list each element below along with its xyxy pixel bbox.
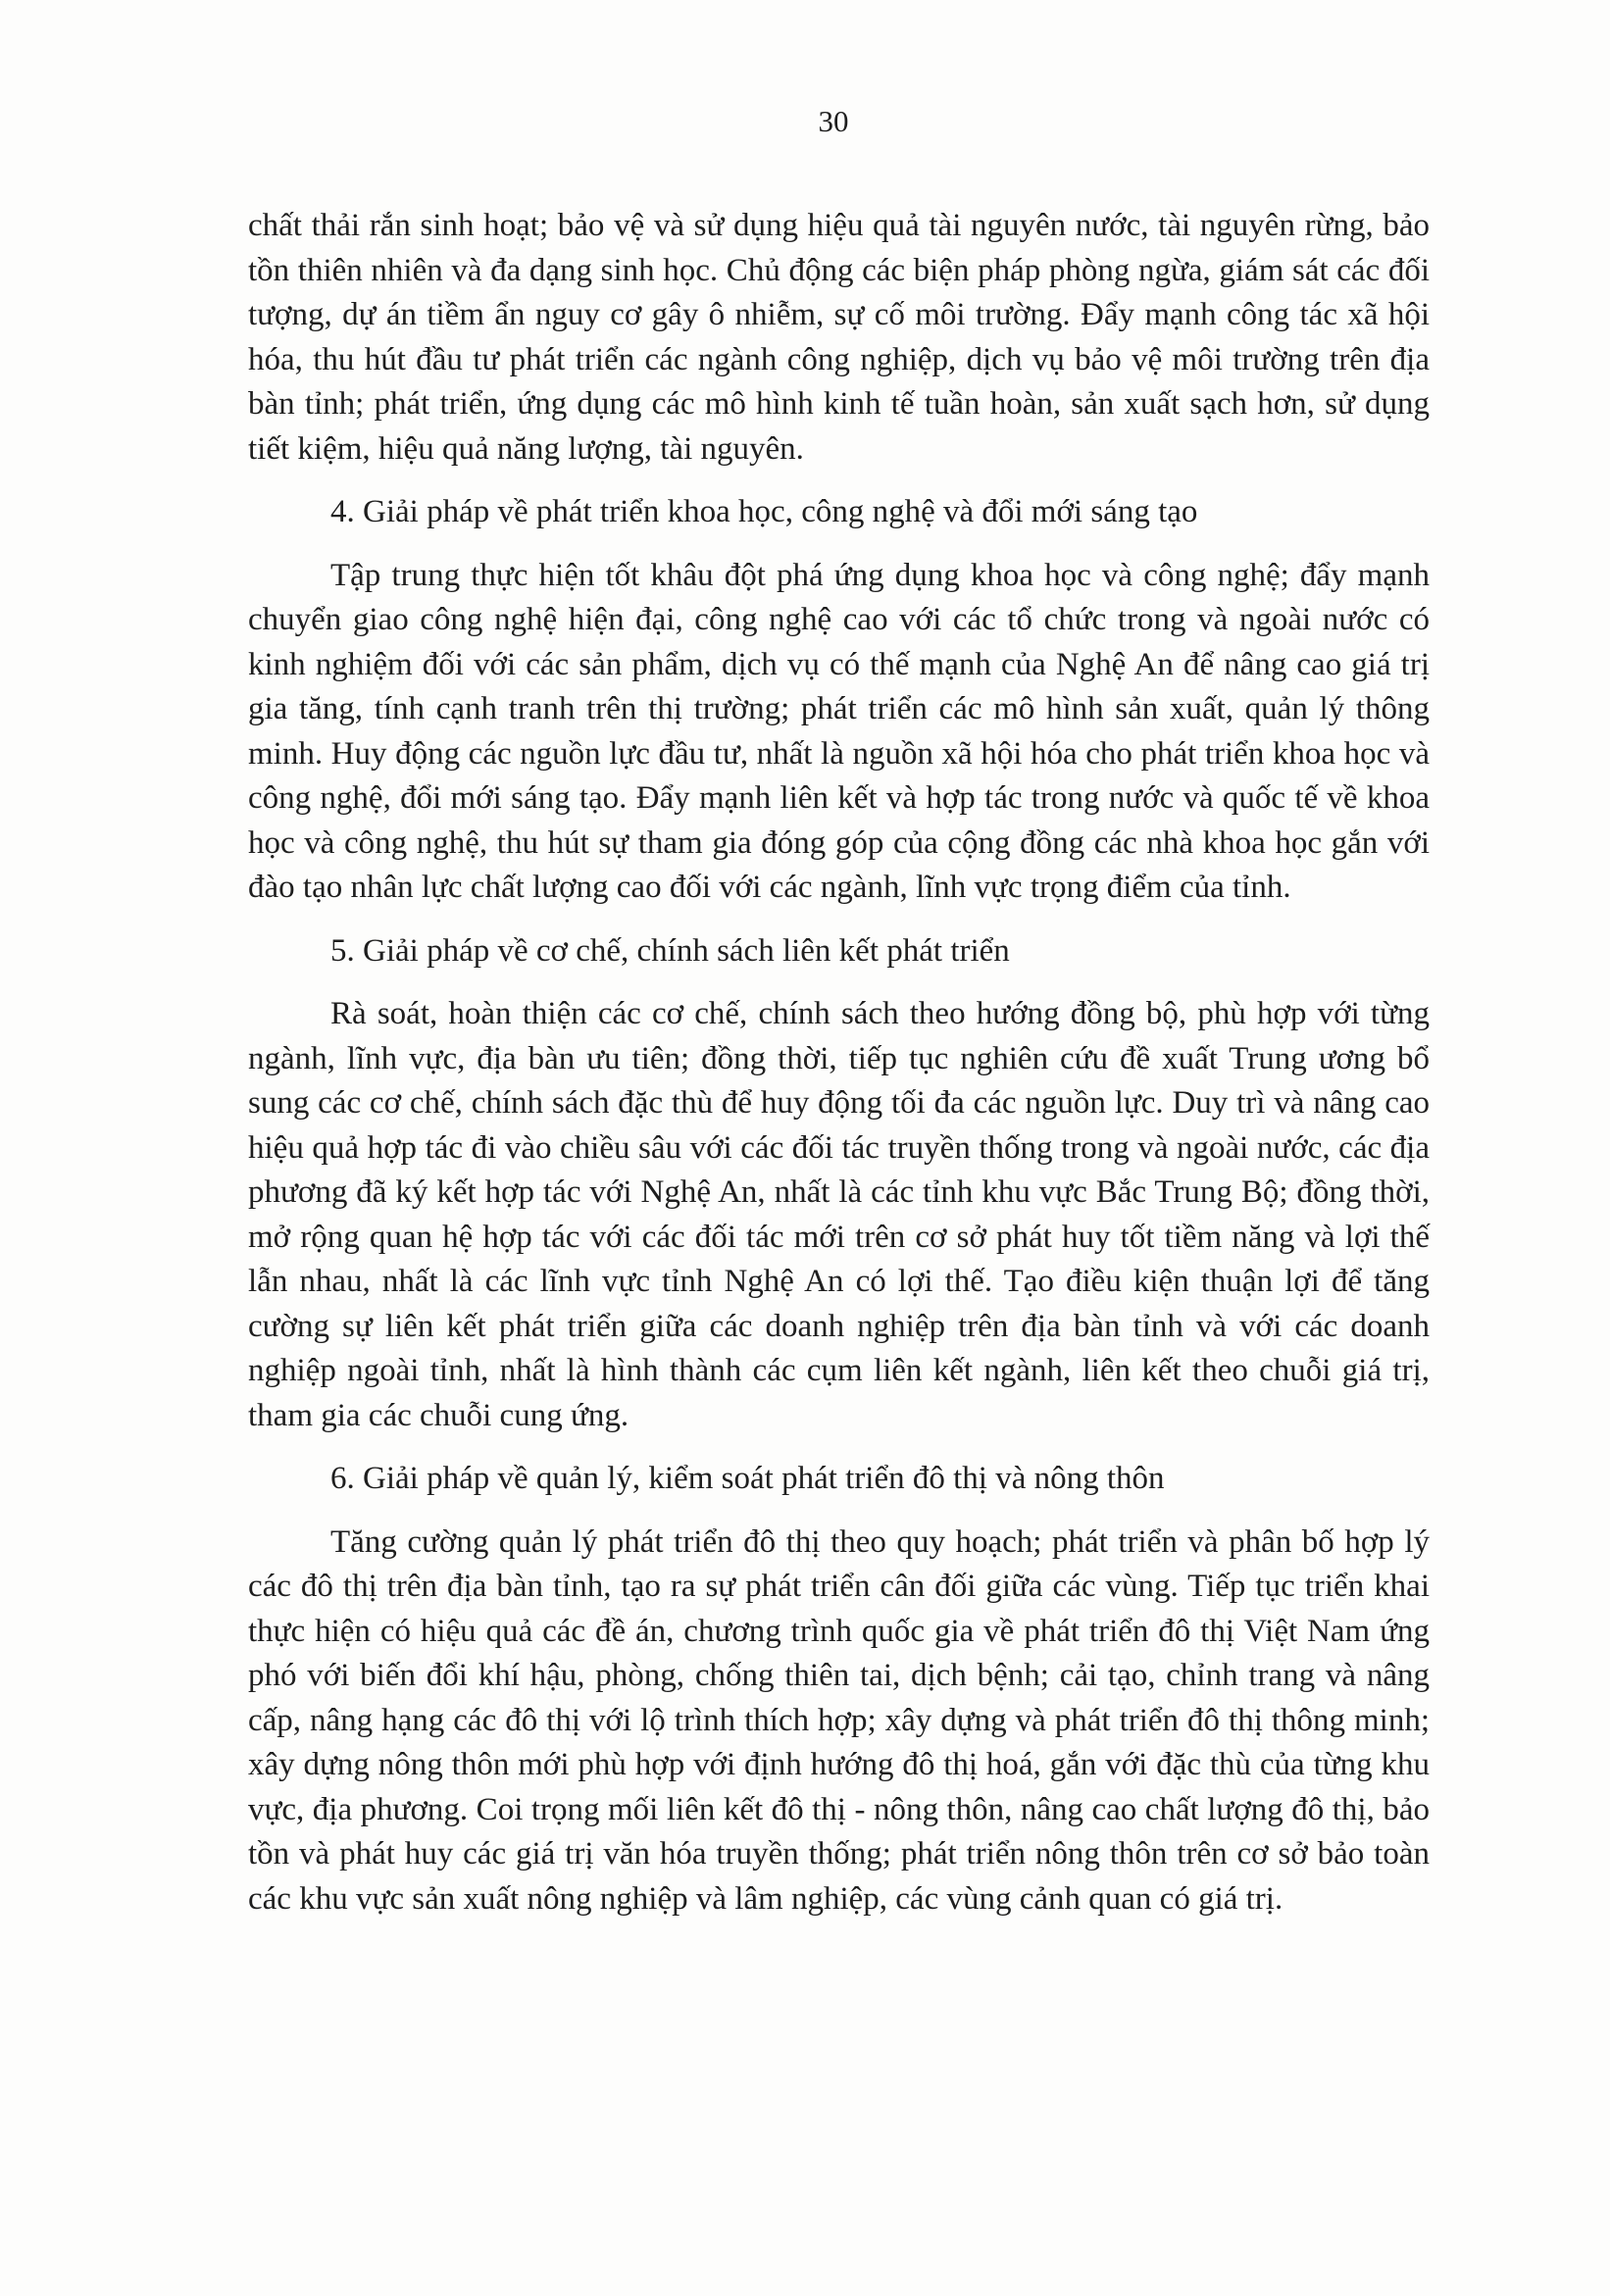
- paragraph-section-5: Rà soát, hoàn thiện các cơ chế, chính sách theo hướng đồng bộ, phù hợp với từng ngành, lĩnh vực, địa bàn ưu tiên; đồng thời, tiếp tục nghiên cứu đề xuất Trung ương bổ sung các cơ chế, chính sách đặc thù để huy động tối đa các nguồn lực. Duy trì và nâng cao hiệu quả hợp tác đi vào chiều sâu với các đối tác truyền thống trong và ngoài nước, các địa phương đã ký kết hợp tác với Nghệ An, nhất là các tỉnh khu vực Bắc Trung Bộ; đồng thời, mở rộng quan hệ hợp tác với các đối tác mới trên cơ sở phát huy tốt tiềm năng và lợi thế lẫn nhau, nhất là các lĩnh vực tỉnh Nghệ An có lợi thế. Tạo điều kiện thuận lợi để tăng cường sự liên kết phát triển giữa các doanh nghiệp trên địa bàn tỉnh và với các doanh nghiệp ngoài tỉnh, nhất là hình thành các cụm liên kết ngành, liên kết theo chuỗi giá trị, tham gia các chuỗi cung ứng.: [248, 996, 1430, 1433]
- section-heading-6: 6. Giải pháp về quản lý, kiểm soát phát triển đô thị và nông thôn: [330, 1461, 1165, 1496]
- page-number: 30: [818, 104, 849, 138]
- paragraph-section-4: Tập trung thực hiện tốt khâu đột phá ứng dụng khoa học và công nghệ; đẩy mạnh chuyển giao công nghệ hiện đại, công nghệ cao với các tổ chức trong và ngoài nước có kinh nghiệm đối với các sản phẩm, dịch vụ có thế mạnh của Nghệ An để nâng cao giá trị gia tăng, tính cạnh tranh trên thị trường; phát triển các mô hình sản xuất, quản lý thông minh. Huy động các nguồn lực đầu tư, nhất là nguồn xã hội hóa cho phát triển khoa học và công nghệ, đổi mới sáng tạo. Đẩy mạnh liên kết và hợp tác trong nước và quốc tế về khoa học và công nghệ, thu hút sự tham gia đóng góp của cộng đồng các nhà khoa học gắn với đào tạo nhân lực chất lượng cao đối với các ngành, lĩnh vực trọng điểm của tỉnh.: [248, 557, 1430, 905]
- section-heading-5: 5. Giải pháp về cơ chế, chính sách liên kết phát triển: [330, 932, 1010, 969]
- paragraph-continuation: chất thải rắn sinh hoạt; bảo vệ và sử dụng hiệu quả tài nguyên nước, tài nguyên rừng, bảo tồn thiên nhiên và đa dạng sinh học. Chủ động các biện pháp phòng ngừa, giám sát các đối tượng, dự án tiềm ẩn nguy cơ gây ô nhiễm, sự cố môi trường. Đẩy mạnh công tác xã hội hóa, thu hút đầu tư phát triển các ngành công nghiệp, dịch vụ bảo vệ môi trường trên địa bàn tỉnh; phát triển, ứng dụng các mô hình kinh tế tuần hoàn, sản xuất sạch hơn, sử dụng tiết kiệm, hiệu quả năng lượng, tài nguyên.: [248, 208, 1430, 467]
- document-body: [248, 204, 1430, 1922]
- paragraph-section-6: Tăng cường quản lý phát triển đô thị theo quy hoạch; phát triển và phân bố hợp lý các đô thị trên địa bàn tỉnh, tạo ra sự phát triển cân đối giữa các vùng. Tiếp tục triển khai thực hiện có hiệu quả các đề án, chương trình quốc gia về phát triển đô thị Việt Nam ứng phó với biến đổi khí hậu, phòng, chống thiên tai, dịch bệnh; cải tạo, chỉnh trang và nâng cấp, nâng hạng các đô thị với lộ trình thích hợp; xây dựng và phát triển đô thị thông minh; xây dựng nông thôn mới phù hợp với định hướng đô thị hoá, gắn với đặc thù của từng khu vực, địa phương. Coi trọng mối liên kết đô thị - nông thôn, nâng cao chất lượng đô thị, bảo tồn và phát huy các giá trị văn hóa truyền thống; phát triển nông thôn trên cơ sở bảo toàn các khu vực sản xuất nông nghiệp và lâm nghiệp, các vùng cảnh quan có giá trị.: [248, 1523, 1430, 1917]
- section-heading-4: 4. Giải pháp về phát triển khoa học, công nghệ và đổi mới sáng tạo: [330, 494, 1198, 529]
